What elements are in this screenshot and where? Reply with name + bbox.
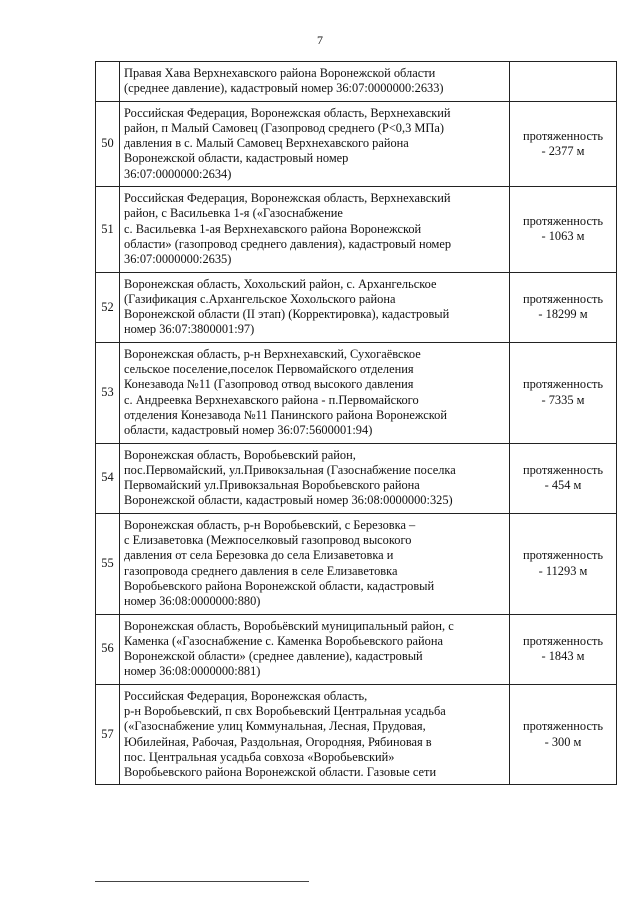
- description-line: Воронежской области, кадастровый номер: [124, 151, 349, 166]
- description-line: 36:07:0000000:2635): [124, 252, 232, 267]
- object-description: [120, 101, 510, 186]
- table-row: [96, 62, 617, 102]
- description-line: области» (газопровод среднего давления), кадастровый номер: [124, 236, 452, 251]
- object-description: [120, 513, 510, 614]
- table-row: [96, 342, 617, 443]
- object-description: [120, 443, 510, 513]
- description-line: пос.Первомайский, ул.Привокзальная (Газоснабжение поселка: [124, 462, 456, 477]
- description-line: давления от села Березовка до села Елизаветовка и: [124, 548, 394, 563]
- object-description: [120, 187, 510, 272]
- length-value: - 1843 м: [541, 649, 585, 664]
- length-label: протяженность: [522, 462, 604, 477]
- length-value: - 300 м: [544, 734, 582, 749]
- description-line: с. Андреевка Верхнехавского района - п.Первомайского: [124, 392, 419, 407]
- row-number: [96, 62, 120, 102]
- description-line: сельское поселение,поселок Первомайского отделения: [124, 362, 414, 377]
- description-line: Конезавода №11 (Газопровод отвод высокого давления: [124, 377, 414, 392]
- description-line: район, п Малый Самовец (Газопровод среднего (Р<0,3 МПа): [124, 120, 444, 135]
- description-line: номер 36:08:0000000:881): [124, 664, 261, 679]
- table-row: [96, 101, 617, 186]
- registry-table-body: [96, 62, 617, 785]
- description-line: Российская Федерация, Воронежская область,: [124, 688, 368, 703]
- description-line: с Елизаветовка (Межпоселковый газопровод высокого: [124, 533, 412, 548]
- length-label: протяженность: [522, 128, 604, 143]
- gas-pipeline-registry-table: [95, 61, 617, 785]
- pipeline-length: [510, 513, 617, 614]
- length-label: протяженность: [522, 291, 604, 306]
- length-value: - 18299 м: [538, 307, 588, 322]
- table-row: [96, 187, 617, 272]
- pipeline-length: [510, 684, 617, 785]
- description-line: Юбилейная, Рабочая, Раздольная, Огородняя, Рябиновая в: [124, 734, 432, 749]
- description-line: Воронежской области» (среднее давление), кадастровый: [124, 649, 423, 664]
- length-label: протяженность: [522, 548, 604, 563]
- length-label: протяженность: [522, 633, 604, 648]
- description-line: Правая Хава Верхнехавского района Воронежской области: [124, 66, 436, 80]
- description-line: пос. Центральная усадьба совхоза «Воробьевский»: [124, 749, 395, 764]
- description-line: Воронежской области, кадастровый номер 36:08:0000000:325): [124, 493, 453, 508]
- length-value: - 2377 м: [541, 143, 585, 158]
- length-value: - 454 м: [544, 478, 582, 493]
- pipeline-length: [510, 187, 617, 272]
- row-number: 55: [96, 513, 120, 614]
- description-line: р-н Воробьевский, п свх Воробьевский Центральная усадьба: [124, 703, 446, 718]
- description-line: Воробьевского района Воронежской области, кадастровый: [124, 578, 435, 593]
- length-value: - 1063 м: [541, 229, 585, 244]
- object-description: [120, 272, 510, 342]
- description-line: Российская Федерация, Воронежская область, Верхнехавский: [124, 191, 451, 206]
- object-description: [120, 614, 510, 684]
- description-line: отделения Конезавода №11 Панинского района Воронежской: [124, 407, 447, 422]
- description-line: области, кадастровый номер 36:07:5600001:94): [124, 423, 373, 438]
- description-line: Воронежская область, р-н Верхнехавский, Сухогаёвское: [124, 346, 421, 361]
- description-line: Воронежская область, р-н Воробьевский, с Березовка –: [124, 517, 416, 532]
- description-line: (среднее давление), кадастровый номер 36:07:0000000:2633): [124, 81, 444, 96]
- length-label: протяженность: [522, 377, 604, 392]
- row-number: 57: [96, 684, 120, 785]
- length-value: - 11293 м: [538, 563, 588, 578]
- pipeline-length: [510, 101, 617, 186]
- object-description: [120, 62, 510, 102]
- object-description: [120, 684, 510, 785]
- description-line: газопровода среднего давления в селе Елизаветовка: [124, 563, 398, 578]
- description-line: Воронежская область, Воробьевский район,: [124, 447, 356, 462]
- pipeline-length: [510, 272, 617, 342]
- description-line: район, с Васильевка 1-я («Газоснабжение: [124, 206, 343, 221]
- description-line: давления в с. Малый Самовец Верхнехавского района: [124, 136, 409, 151]
- row-number: 53: [96, 342, 120, 443]
- pipeline-length: [510, 342, 617, 443]
- description-line: Воронежской области (II этап) (Корректировка), кадастровый: [124, 307, 450, 322]
- pipeline-length: [510, 443, 617, 513]
- description-line: Воронежская область, Воробьёвский муниципальный район, с: [124, 618, 454, 633]
- table-row: [96, 513, 617, 614]
- length-label: протяженность: [522, 719, 604, 734]
- description-line: с. Васильевка 1-ая Верхнехавского района Воронежской: [124, 221, 422, 236]
- pipeline-length: [510, 62, 617, 102]
- length-label: протяженность: [522, 214, 604, 229]
- row-number: 50: [96, 101, 120, 186]
- page-number: 7: [317, 33, 323, 47]
- object-description: [120, 342, 510, 443]
- table-row: [96, 684, 617, 785]
- length-value: - 7335 м: [541, 392, 585, 407]
- description-line: Воронежская область, Хохольский район, с. Архангельское: [124, 276, 437, 291]
- footer-rule: [95, 881, 309, 882]
- description-line: номер 36:07:3800001:97): [124, 322, 255, 337]
- table-row: [96, 614, 617, 684]
- description-line: (Газификация с.Архангельское Хохольского района: [124, 291, 396, 306]
- description-line: 36:07:0000000:2634): [124, 166, 232, 181]
- description-line: Российская Федерация, Воронежская область, Верхнехавский: [124, 105, 451, 120]
- description-line: номер 36:08:0000000:880): [124, 594, 261, 609]
- table-row: [96, 443, 617, 513]
- description-line: Воробьевского района Воронежской области. Газовые сети: [124, 765, 437, 780]
- pipeline-length: [510, 614, 617, 684]
- description-line: Каменка («Газоснабжение с. Каменка Воробьевского района: [124, 633, 443, 648]
- row-number: 56: [96, 614, 120, 684]
- description-line: Первомайский ул.Привокзальная Воробьевского района: [124, 478, 420, 493]
- row-number: 52: [96, 272, 120, 342]
- row-number: 54: [96, 443, 120, 513]
- description-line: («Газоснабжение улиц Коммунальная, Лесная, Прудовая,: [124, 719, 426, 734]
- row-number: 51: [96, 187, 120, 272]
- table-row: [96, 272, 617, 342]
